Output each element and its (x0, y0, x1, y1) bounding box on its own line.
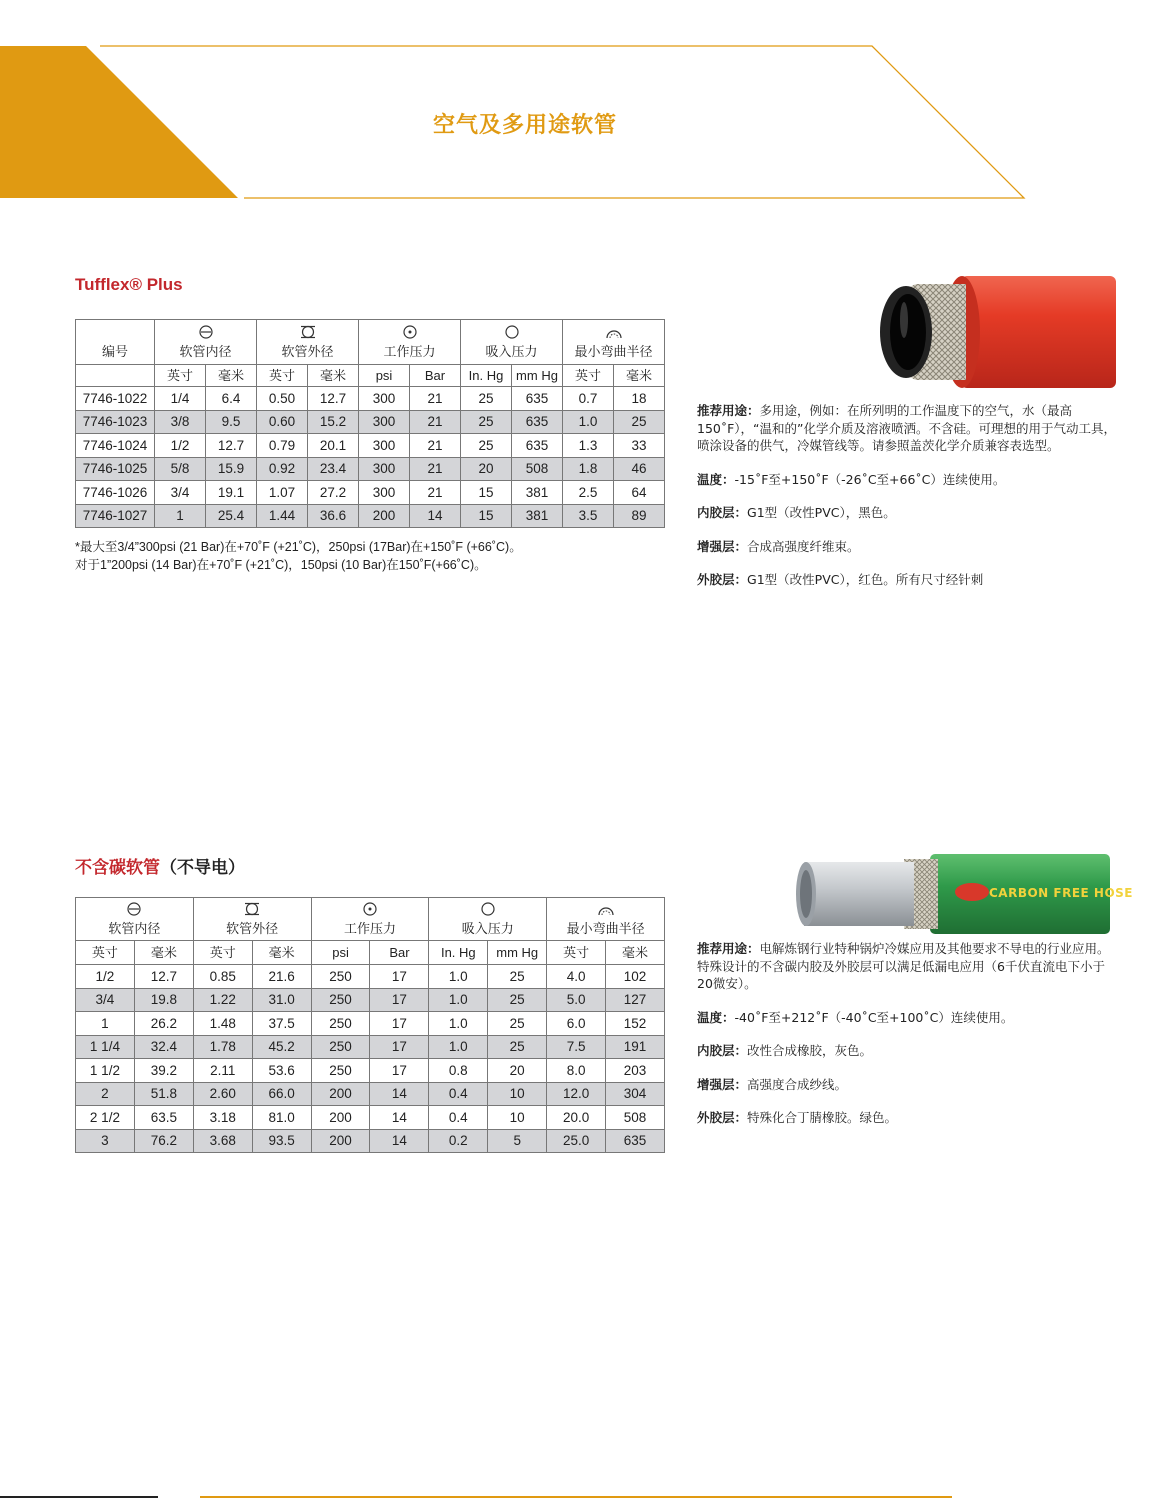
unit-header: 英寸 (76, 941, 135, 965)
table-cell: 25 (488, 1012, 547, 1036)
description-colon: ： (734, 1076, 748, 1092)
unit-header: 英寸 (257, 365, 308, 387)
table-row (76, 410, 665, 434)
table-cell: 1.8 (563, 457, 614, 481)
description-block-tufflex (697, 402, 1117, 605)
table-cell: 93.5 (252, 1129, 311, 1153)
table-cell: 2 1/2 (76, 1106, 135, 1130)
bend-radius-icon (547, 902, 664, 920)
description-key: 增强层 (697, 1076, 735, 1092)
table-cell: 23.4 (308, 457, 359, 481)
description-colon: ： (722, 1009, 735, 1025)
description-colon: ： (734, 505, 748, 520)
table-cell: 12.7 (308, 387, 359, 411)
table-cell: 17 (370, 1012, 429, 1036)
description-colon: ： (734, 1043, 748, 1058)
table-cell: 7746-1024 (76, 434, 155, 458)
table-cell: 25 (488, 1035, 547, 1059)
hose-brand-label: CARBON FREE HOSE (989, 886, 1133, 900)
table-cell: 1 1/2 (76, 1059, 135, 1083)
table-cell: 3/4 (76, 988, 135, 1012)
table-cell: 32.4 (134, 1035, 193, 1059)
table-cell: 1.78 (193, 1035, 252, 1059)
table-row (76, 457, 665, 481)
unit-header: 毫米 (206, 365, 257, 387)
col-group-id (155, 320, 257, 365)
table-cell: 508 (606, 1106, 665, 1130)
section-title-text: 不含碳软管 (75, 858, 160, 877)
col-group-label: 工作压力 (383, 343, 436, 359)
bend-radius-icon (563, 325, 664, 343)
table-cell: 20 (461, 457, 512, 481)
table-cell: 64 (614, 481, 665, 505)
unit-header: In. Hg (461, 365, 512, 387)
table-cell: 250 (311, 1012, 370, 1036)
page-title: 空气及多用途软管 (432, 113, 617, 138)
table-cell: 46 (614, 457, 665, 481)
table-cell: 21 (410, 457, 461, 481)
table-cell: 3.68 (193, 1129, 252, 1153)
unit-header: 毫米 (134, 941, 193, 965)
spec-table-tufflex (75, 319, 665, 528)
table-cell: 12.7 (134, 965, 193, 989)
table-cell: 21.6 (252, 965, 311, 989)
table-cell: 2.60 (193, 1082, 252, 1106)
table-cell: 2.11 (193, 1059, 252, 1083)
od-icon (194, 902, 311, 920)
hose-image-red (876, 272, 1116, 392)
footnote (75, 538, 522, 574)
description-item (697, 1076, 1117, 1094)
table-cell: 27.2 (308, 481, 359, 505)
table-cell: 7746-1025 (76, 457, 155, 481)
table-row (76, 1129, 665, 1153)
table-cell: 300 (359, 410, 410, 434)
table-cell: 0.4 (429, 1106, 488, 1130)
table-cell: 1.0 (429, 988, 488, 1012)
header-banner (0, 0, 1154, 210)
table-row (76, 1059, 665, 1083)
table-cell: 14 (370, 1082, 429, 1106)
table-cell: 76.2 (134, 1129, 193, 1153)
col-group-label: 软管内径 (179, 343, 232, 359)
table-cell: 14 (370, 1129, 429, 1153)
description-value: G1型（改性PVC），黑色。 (747, 505, 896, 520)
table-cell: 1 (155, 504, 206, 528)
col-group-label: 软管外径 (226, 920, 279, 936)
description-colon: ： (747, 403, 760, 418)
vacuum-icon (429, 902, 546, 920)
table-cell: 19.1 (206, 481, 257, 505)
description-value: 合成高强度纤维束。 (747, 538, 860, 554)
table-cell: 17 (370, 1059, 429, 1083)
table-cell: 1.22 (193, 988, 252, 1012)
description-item (697, 471, 1117, 489)
table-cell: 2.5 (563, 481, 614, 505)
table-cell: 2 (76, 1082, 135, 1106)
table-cell: 1.0 (429, 1035, 488, 1059)
table-cell: 15 (461, 481, 512, 505)
table-row (76, 1106, 665, 1130)
description-item (697, 402, 1117, 455)
table-cell: 635 (606, 1129, 665, 1153)
unit-header: Bar (370, 941, 429, 965)
description-key: 温度 (697, 471, 723, 487)
unit-header: 毫米 (614, 365, 665, 387)
description-colon: ： (734, 538, 748, 554)
table-row (76, 1012, 665, 1036)
table-cell: 63.5 (134, 1106, 193, 1130)
table-cell: 381 (512, 481, 563, 505)
table-cell: 20 (488, 1059, 547, 1083)
description-value: G1型（改性PVC），红色。所有尺寸经针刺 (747, 572, 984, 587)
table-cell: 12.7 (206, 434, 257, 458)
table-cell: 3 (76, 1129, 135, 1153)
description-value: 特殊化合丁腈橡胶。绿色。 (747, 1110, 898, 1125)
table-cell: 1.07 (257, 481, 308, 505)
table-cell: 300 (359, 457, 410, 481)
table-cell: 25.4 (206, 504, 257, 528)
description-value: 高强度合成纱线。 (747, 1076, 848, 1092)
table-cell: 250 (311, 988, 370, 1012)
table-cell: 9.5 (206, 410, 257, 434)
table-cell: 15.2 (308, 410, 359, 434)
table-cell: 21 (410, 387, 461, 411)
col-group-bend (563, 320, 665, 365)
table-cell: 508 (512, 457, 563, 481)
description-item (697, 940, 1117, 993)
unit-header: 毫米 (252, 941, 311, 965)
table-cell: 89 (614, 504, 665, 528)
description-key: 增强层 (697, 538, 735, 554)
table-cell: 5.0 (547, 988, 606, 1012)
table-cell: 21 (410, 481, 461, 505)
table-cell: 3/8 (155, 410, 206, 434)
table-cell: 102 (606, 965, 665, 989)
table-cell: 37.5 (252, 1012, 311, 1036)
table-cell: 1.48 (193, 1012, 252, 1036)
table-cell: 0.79 (257, 434, 308, 458)
table-cell: 25.0 (547, 1129, 606, 1153)
col-group-label: 吸入压力 (485, 343, 538, 359)
col-group-vacuum (461, 320, 563, 365)
table-cell: 0.50 (257, 387, 308, 411)
description-value: 多用途，例如：在所列明的工作温度下的空气，水（最高150˚F），“温和的”化学介质及溶液喷洒。不含硅。可理想的用于气动工具，喷涂设备的供气，冷媒管线等。请参照盖茨化学介质兼容表选型。 (697, 403, 1117, 453)
table-cell: 1.44 (257, 504, 308, 528)
table-cell: 1.0 (429, 965, 488, 989)
table-cell: 635 (512, 410, 563, 434)
table-cell: 25 (461, 387, 512, 411)
table-cell: 1/2 (155, 434, 206, 458)
table-cell: 304 (606, 1082, 665, 1106)
table-cell: 17 (370, 988, 429, 1012)
table-row (76, 504, 665, 528)
unit-header: 英寸 (547, 941, 606, 965)
table-cell: 4.0 (547, 965, 606, 989)
description-value: 改性合成橡胶，灰色。 (747, 1043, 873, 1058)
table-cell: 45.2 (252, 1035, 311, 1059)
table-cell: 0.7 (563, 387, 614, 411)
table-cell: 127 (606, 988, 665, 1012)
table-cell: 200 (311, 1106, 370, 1130)
col-group-pressure (359, 320, 461, 365)
table-cell: 18 (614, 387, 665, 411)
table-cell: 5/8 (155, 457, 206, 481)
description-value: -15˚F至+150˚F（-26˚C至+66˚C）连续使用。 (734, 471, 1006, 487)
table-cell: 7746-1023 (76, 410, 155, 434)
unit-header: psi (359, 365, 410, 387)
col-group-pressure (311, 898, 429, 941)
description-item (697, 1042, 1117, 1060)
table-cell: 14 (410, 504, 461, 528)
description-key: 内胶层 (697, 1043, 735, 1058)
table-cell: 300 (359, 481, 410, 505)
table-cell: 250 (311, 1035, 370, 1059)
col-group-label: 软管内径 (108, 920, 161, 936)
table-cell: 200 (311, 1129, 370, 1153)
col-group-id (76, 898, 194, 941)
table-cell: 19.8 (134, 988, 193, 1012)
table-cell: 39.2 (134, 1059, 193, 1083)
vacuum-icon (461, 325, 562, 343)
table-row (76, 965, 665, 989)
col-group-label: 最小弯曲半径 (566, 920, 645, 936)
unit-header: 毫米 (308, 365, 359, 387)
col-group-label: 最小弯曲半径 (574, 343, 653, 359)
table-cell: 17 (370, 965, 429, 989)
table-cell: 0.60 (257, 410, 308, 434)
table-cell: 381 (512, 504, 563, 528)
table-cell: 7746-1026 (76, 481, 155, 505)
section-title-tufflex (75, 275, 183, 295)
table-cell: 0.2 (429, 1129, 488, 1153)
table-cell: 51.8 (134, 1082, 193, 1106)
table-cell: 66.0 (252, 1082, 311, 1106)
col-header-part-no: 编号 (76, 320, 155, 365)
description-key: 内胶层 (697, 505, 735, 520)
table-cell: 3.18 (193, 1106, 252, 1130)
unit-header: mm Hg (488, 941, 547, 965)
table-cell: 12.0 (547, 1082, 606, 1106)
table-cell: 635 (512, 434, 563, 458)
od-icon (257, 325, 358, 343)
description-item (697, 571, 1117, 589)
section-title-suffix: （不导电） (160, 858, 245, 877)
description-key: 外胶层 (697, 1110, 735, 1125)
table-cell: 200 (311, 1082, 370, 1106)
table-cell: 25 (614, 410, 665, 434)
table-cell: 0.85 (193, 965, 252, 989)
id-icon (76, 902, 193, 920)
unit-header: mm Hg (512, 365, 563, 387)
table-cell: 1 1/4 (76, 1035, 135, 1059)
table-cell: 17 (370, 1035, 429, 1059)
table-row (76, 387, 665, 411)
description-colon: ： (734, 572, 748, 587)
table-cell: 635 (512, 387, 563, 411)
table-row (76, 1035, 665, 1059)
section-title-text: Tufflex® Plus (75, 275, 183, 294)
description-item (697, 1109, 1117, 1127)
unit-header: In. Hg (429, 941, 488, 965)
table-cell: 3.5 (563, 504, 614, 528)
table-cell: 1.3 (563, 434, 614, 458)
table-cell: 21 (410, 410, 461, 434)
description-colon: ： (722, 471, 735, 487)
table-cell: 15 (461, 504, 512, 528)
col-group-label: 软管外径 (281, 343, 334, 359)
footnote-line: 对于1”200psi (14 Bar)在+70˚F (+21˚C)，150psi (10 Bar)在150˚F(+66˚C)。 (75, 558, 487, 572)
unit-header: Bar (410, 365, 461, 387)
table-cell: 6.4 (206, 387, 257, 411)
description-item (697, 1009, 1117, 1027)
table-cell: 1.0 (563, 410, 614, 434)
table-row (76, 481, 665, 505)
table-cell: 1.0 (429, 1012, 488, 1036)
table-cell: 1 (76, 1012, 135, 1036)
table-cell: 81.0 (252, 1106, 311, 1130)
table-cell: 152 (606, 1012, 665, 1036)
description-item (697, 538, 1117, 556)
footnote-line: *最大至3/4”300psi (21 Bar)在+70˚F (+21˚C)，250psi (17Bar)在+150˚F (+66˚C)。 (75, 540, 522, 554)
table-cell: 6.0 (547, 1012, 606, 1036)
description-key: 推荐用途 (697, 403, 748, 418)
footer-rule-left (0, 1496, 158, 1498)
description-key: 推荐用途 (697, 941, 748, 956)
description-item (697, 504, 1117, 522)
table-cell: 1/4 (155, 387, 206, 411)
table-cell: 1/2 (76, 965, 135, 989)
table-cell: 0.4 (429, 1082, 488, 1106)
unit-header: psi (311, 941, 370, 965)
table-cell: 0.8 (429, 1059, 488, 1083)
unit-header: 英寸 (563, 365, 614, 387)
spec-table-carbon-free (75, 897, 665, 1153)
unit-header: 英寸 (155, 365, 206, 387)
table-cell: 250 (311, 965, 370, 989)
table-cell: 31.0 (252, 988, 311, 1012)
table-cell: 36.6 (308, 504, 359, 528)
description-value: -40˚F至+212˚F（-40˚C至+100˚C）连续使用。 (734, 1009, 1014, 1025)
pressure-icon (359, 325, 460, 343)
col-group-od (193, 898, 311, 941)
table-cell: 10 (488, 1106, 547, 1130)
table-cell: 26.2 (134, 1012, 193, 1036)
table-cell: 53.6 (252, 1059, 311, 1083)
description-key: 外胶层 (697, 572, 735, 587)
table-cell: 10 (488, 1082, 547, 1106)
col-header-blank (76, 365, 155, 387)
hose-image-green (792, 852, 1133, 936)
table-cell: 7.5 (547, 1035, 606, 1059)
table-cell: 191 (606, 1035, 665, 1059)
footer-rule-right (200, 1496, 952, 1498)
col-group-vacuum (429, 898, 547, 941)
table-cell: 20.0 (547, 1106, 606, 1130)
table-cell: 5 (488, 1129, 547, 1153)
table-cell: 3/4 (155, 481, 206, 505)
description-key: 温度 (697, 1009, 723, 1025)
col-group-bend (547, 898, 665, 941)
description-colon: ： (747, 941, 760, 956)
table-cell: 300 (359, 434, 410, 458)
table-cell: 300 (359, 387, 410, 411)
table-cell: 21 (410, 434, 461, 458)
table-cell: 14 (370, 1106, 429, 1130)
table-cell: 250 (311, 1059, 370, 1083)
table-cell: 8.0 (547, 1059, 606, 1083)
table-cell: 20.1 (308, 434, 359, 458)
description-value: 电解炼钢行业特种锅炉冷媒应用及其他要求不导电的行业应用。特殊设计的不含碳内胶及外胶层可以满足低漏电应用（6千伏直流电下小于20微安）。 (697, 941, 1110, 991)
table-cell: 200 (359, 504, 410, 528)
table-row (76, 988, 665, 1012)
table-cell: 33 (614, 434, 665, 458)
pressure-icon (312, 902, 429, 920)
table-cell: 203 (606, 1059, 665, 1083)
table-row (76, 434, 665, 458)
table-cell: 25 (488, 965, 547, 989)
table-cell: 7746-1022 (76, 387, 155, 411)
description-block-carbon-free (697, 940, 1117, 1143)
table-cell: 15.9 (206, 457, 257, 481)
table-cell: 0.92 (257, 457, 308, 481)
table-row (76, 1082, 665, 1106)
unit-header: 毫米 (606, 941, 665, 965)
description-colon: ： (734, 1110, 748, 1125)
table-cell: 7746-1027 (76, 504, 155, 528)
table-cell: 25 (461, 410, 512, 434)
table-cell: 25 (488, 988, 547, 1012)
section-title-carbon-free (75, 853, 245, 878)
col-group-label: 吸入压力 (461, 920, 514, 936)
id-icon (155, 325, 256, 343)
unit-header: 英寸 (193, 941, 252, 965)
col-group-label: 工作压力 (343, 920, 396, 936)
table-cell: 25 (461, 434, 512, 458)
col-group-od (257, 320, 359, 365)
